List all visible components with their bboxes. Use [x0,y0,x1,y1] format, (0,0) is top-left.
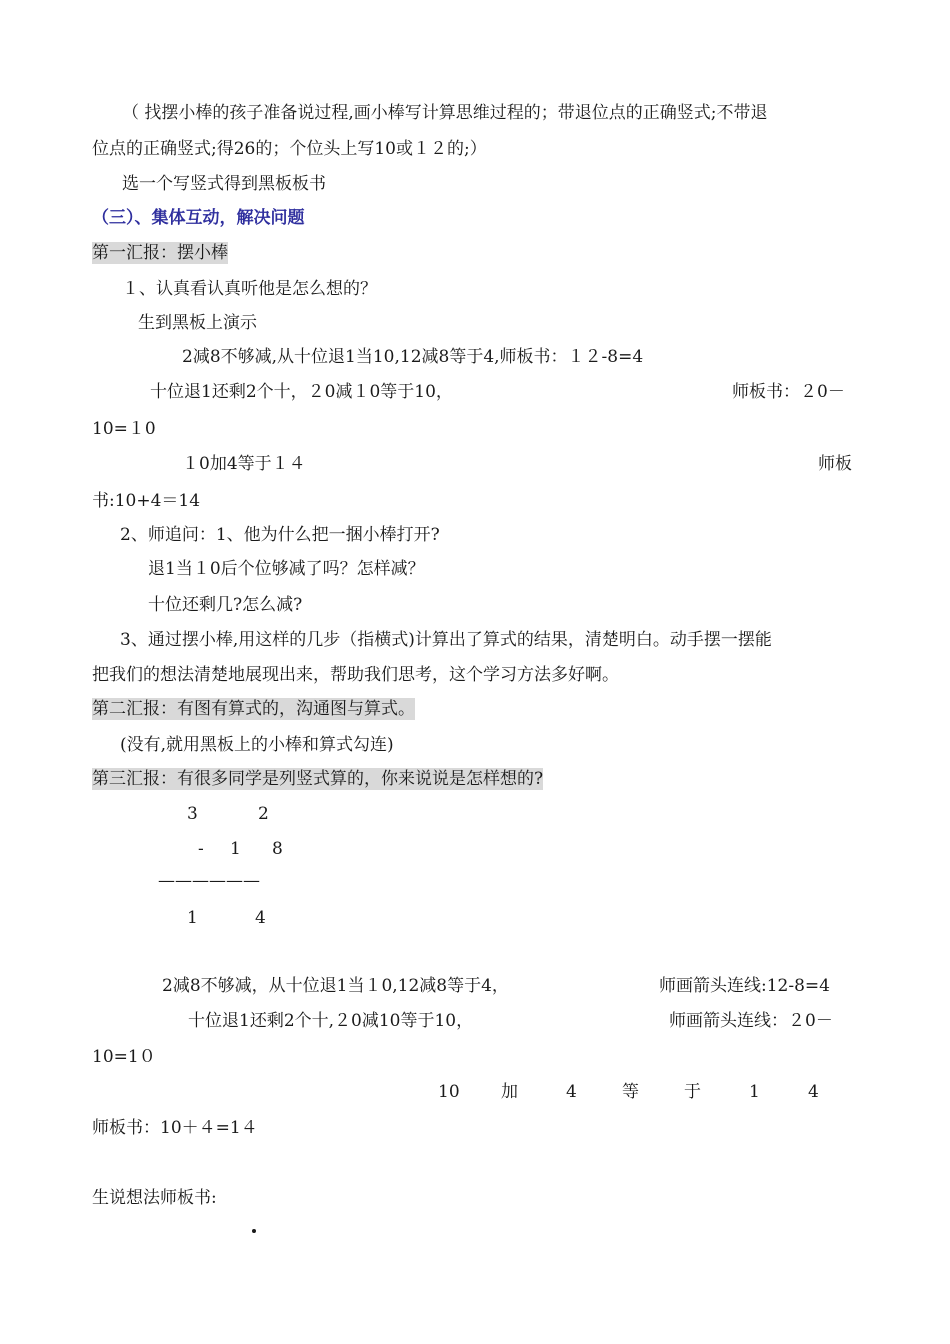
line-2: 位点的正确竖式;得26的；个位头上写10或１２的;） [92,139,487,159]
line-1: （ 找摆小棒的孩子准备说过程,画小棒写计算思维过程的；带退位点的正确竖式;不带退 [122,103,768,123]
question-1: １、认真看认真听他是怎么想的？ [122,279,377,299]
vertical-digit: 2 [258,804,269,824]
text-3-word: 4 [808,1082,819,1102]
text-3-word: 于 [684,1082,701,1102]
text-3-word: 等 [622,1082,639,1102]
step-3: １0加4等于１４ [182,454,306,474]
step-2-board: 师板书：２0－ [732,382,845,402]
step-2: 十位退1还剩2个十，２0减１0等于10， [150,382,453,402]
text-3-board: 师板书：10＋４=1４ [92,1118,258,1138]
vertical-digit: 3 [187,804,198,824]
step-1: 2减8不够减,从十位退1当10,12减8等于4,师板书：１２-8=4 [182,347,644,367]
section-heading: （三）、集体互动，解决问题 [92,208,305,228]
text-1-board: 师画箭头连线:12-8=4 [659,976,830,996]
question-2b: 退1当１0后个位够减了吗？怎样减？ [148,559,425,579]
vertical-minus: - [198,839,204,859]
vertical-digit: 1 [230,839,241,859]
vertical-digit: 8 [272,839,283,859]
step-3-cont: 书:10+4＝14 [92,491,201,511]
line-3: 选一个写竖式得到黑板板书 [122,174,326,194]
closing-line: 生说想法师板书: [92,1188,217,1208]
demo-line: 生到黑板上演示 [138,313,257,333]
question-2: 2、师追问：1、他为什么把一捆小棒打开? [120,525,440,545]
report-2: 第二汇报：有图有算式的，沟通图与算式。 [92,699,415,719]
step-3-board: 师板 [818,454,852,474]
text-3-word: 加 [501,1082,518,1102]
text-2-cont: 10=1０ [92,1047,156,1067]
question-3: 3、通过摆小棒,用这样的几步（指横式)计算出了算式的结果，清楚明白。动手摆一摆能 [120,630,772,650]
vertical-digit: 4 [255,908,266,928]
question-2c: 十位还剩几?怎么减? [148,595,303,615]
vertical-digit: 1 [187,908,198,928]
text-3-word: 10 [438,1082,460,1102]
text-1: 2减8不够减，从十位退1当１0,12减8等于4， [162,976,509,996]
question-3b: 把我们的想法清楚地展现出来，帮助我们思考，这个学习方法多好啊。 [92,665,619,685]
text-3-word: 1 [749,1082,760,1102]
vertical-rule: —————— [158,871,260,891]
report-1: 第一汇报：摆小棒 [92,243,228,263]
text-2-board: 师画箭头连线：２0－ [669,1011,833,1031]
step-2-cont: 10=１0 [92,419,156,439]
bullet-dot [252,1229,256,1233]
text-2: 十位退1还剩2个十,２0减10等于10， [188,1011,474,1031]
note-line: (没有,就用黑板上的小棒和算式勾连) [120,735,394,755]
text-3-word: 4 [566,1082,577,1102]
report-3: 第三汇报：有很多同学是列竖式算的，你来说说是怎样想的? [92,769,544,789]
